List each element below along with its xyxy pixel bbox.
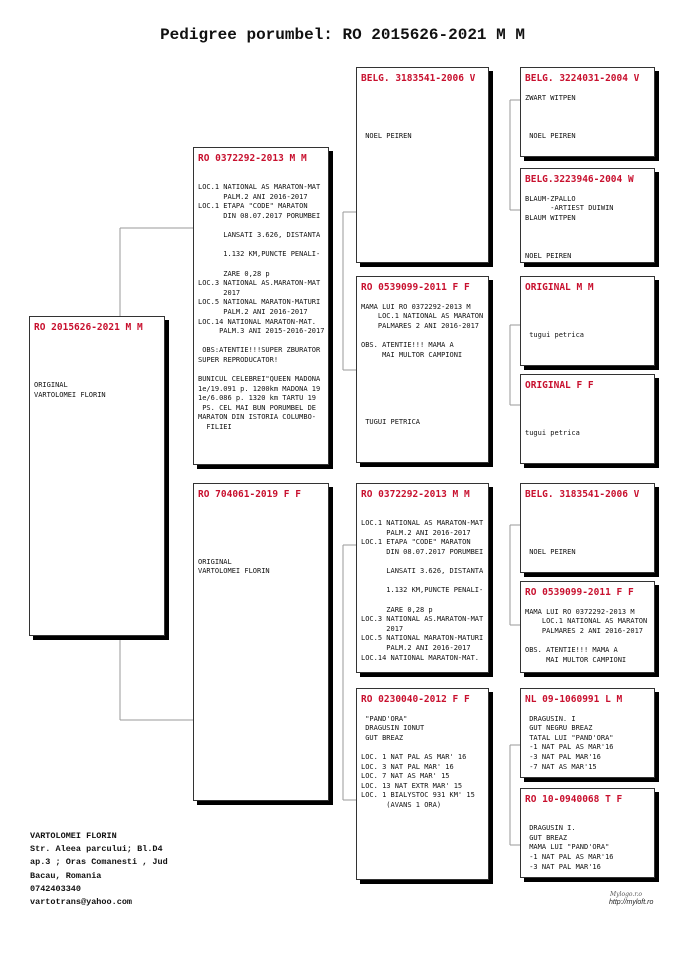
ggp-ring-5: BELG. 3183541-2006 V (525, 489, 640, 500)
owner-address-line-2: ap.3 ; Oras Comanesti , Jud (30, 857, 168, 868)
ggp-notes-2: BLAUM-ZPALLO -ARTIEST DUIWIN BLAUM WITPEN NOEL PEIREN (525, 194, 614, 261)
dam-sire-notes: LOC.1 NATIONAL AS MARATON-MAT PALM.2 ANI 2016-2017 LOC.1 ETAPA "CODE" MARATON DIN 08.07.2017 PORUMBEI LANSATI 3.626, DISTANTA 1.132 KM,PUNCTE PENALI- ZARE 0,28 p LOC.3 NATIONAL AS.MARATON-MAT 2017 LOC.5 NATIONAL MARATON-MATURI PALM.2 ANI 2016-2017 LOC.14 NATIONAL MARATON-MAT. (361, 519, 484, 662)
ggp-card-5[interactable] (520, 483, 655, 573)
page-title: Pedigree porumbel: RO 2015626-2021 M M (160, 26, 525, 44)
ggp-notes-1: ZWART WITPEN NOEL PEIREN (525, 93, 576, 140)
owner-address-line-3: Bacau, Romania (30, 870, 102, 881)
ggp-card-1[interactable] (520, 67, 655, 157)
dam-card[interactable] (193, 483, 329, 801)
sire-dam-ring: RO 0539099-2011 F F (361, 282, 470, 293)
subject-ring: RO 2015626-2021 M M (34, 322, 143, 333)
ggp-notes-5: NOEL PEIREN (529, 547, 576, 556)
dam-sire-ring: RO 0372292-2013 M M (361, 489, 470, 500)
ggp-card-3[interactable] (520, 276, 655, 366)
sire-sire-card[interactable] (356, 67, 489, 263)
dam-dam-card[interactable] (356, 688, 489, 880)
ggp-ring-7: NL 09-1060991 L M (525, 694, 623, 705)
subject-notes: ORIGINAL VARTOLOMEI FLORIN (34, 380, 106, 399)
sire-sire-notes: NOEL PEIREN (365, 131, 412, 140)
ggp-notes-3: tugui petrica (529, 331, 585, 340)
sire-sire-ring: BELG. 3183541-2006 V (361, 73, 476, 84)
dam-sire-card[interactable] (356, 483, 489, 673)
owner-email[interactable]: vartotrans@yahoo.com (30, 897, 133, 908)
ggp-ring-3: ORIGINAL M M (525, 282, 594, 293)
signature-logo: Mylogo.r.o (610, 891, 643, 898)
ggp-notes-6: MAMA LUI RO 0372292-2013 M LOC.1 NATIONAL AS MARATON PALMARES 2 ANI 2016-2017 OBS. ATENTIE!!! MAMA A MAI MULTOR CAMPIONI (525, 607, 648, 664)
ggp-ring-2: BELG.3223946-2004 W (525, 174, 634, 185)
sire-card[interactable] (193, 147, 329, 465)
ggp-card-6[interactable] (520, 581, 655, 673)
owner-contact (30, 830, 168, 909)
sire-dam-card[interactable] (356, 276, 489, 463)
ggp-card-2[interactable] (520, 168, 655, 263)
ggp-card-7[interactable] (520, 688, 655, 778)
dam-ring: RO 704061-2019 F F (198, 489, 301, 500)
ggp-card-8[interactable] (520, 788, 655, 878)
owner-phone: 0742403340 (30, 883, 82, 894)
sire-ring: RO 0372292-2013 M M (198, 153, 307, 164)
ggp-ring-6: RO 0539099-2011 F F (525, 587, 634, 598)
ggp-notes-7: DRAGUSIN. I GUT NEGRU BREAZ TATAL LUI "PAND'ORA" -1 NAT PAL AS MAR'16 -3 NAT PAL MAR'16 -7 NAT AS MAR'15 (529, 714, 614, 771)
dam-notes: ORIGINAL VARTOLOMEI FLORIN (198, 557, 270, 576)
subject-card[interactable] (29, 316, 165, 636)
ggp-ring-1: BELG. 3224031-2004 V (525, 73, 640, 84)
dam-dam-notes: "PAND'ORA" DRAGUSIN IONUT GUT BREAZ LOC. 1 NAT PAL AS MAR' 16 LOC. 3 NAT PAL MAR' 16 LOC. 7 NAT AS MAR' 15 LOC. 13 NAT EXTR MAR' 15 LOC. 1 BIALYSTOC 931 KM' 15 (AVANS 1 ORA) (361, 714, 475, 809)
dam-dam-ring: RO 0230040-2012 F F (361, 694, 470, 705)
ggp-ring-4: ORIGINAL F F (525, 380, 594, 391)
owner-address-line-1: Str. Aleea parcului; Bl.D4 (30, 844, 163, 855)
ggp-notes-4: tugui petrica (525, 429, 580, 438)
ggp-notes-8: DRAGUSIN I. GUT BREAZ MAMA LUI "PAND'ORA" -1 NAT PAL AS MAR'16 -3 NAT PAL MAR'16 (529, 824, 614, 871)
owner-name: VARTOLOMEI FLORIN (30, 831, 117, 841)
sire-notes: LOC.1 NATIONAL AS MARATON-MAT PALM.2 ANI 2016-2017 LOC.1 ETAPA "CODE" MARATON DIN 08.07.2017 PORUMBEI LANSATI 3.626, DISTANTA 1.132 KM,PUNCTE PENALI- ZARE 0,28 p LOC.3 NATIONAL AS.MARATON-MAT 2017 LOC.5 NATIONAL MARATON-MATURI PALM.2 ANI 2016-2017 LOC.14 NATIONAL MARATON-MAT. PALM.3 ANI 2015-2016-2017 OBS:ATENTIE!!!SUPER ZBURATOR SUPER REPRODUCATOR! BUNICUL CELEBREI"QUEEN MADONA 1e/19.091 p. 1200km MADONA 19 1e/6.086 p. 1320 km TARTU 19 PS. CEL MAI BUN PORUMBEL DE MARATON DIN ISTORIA COLUMBO- FILIEI (198, 183, 325, 432)
ggp-card-4[interactable] (520, 374, 655, 464)
ggp-ring-8: RO 10-0940068 T F (525, 794, 623, 805)
footer-link[interactable]: http://myloft.ro (609, 899, 654, 906)
sire-dam-notes: MAMA LUI RO 0372292-2013 M LOC.1 NATIONAL AS MARATON PALMARES 2 ANI 2016-2017 OBS. ATENTIE!!! MAMA A MAI MULTOR CAMPIONI TUGUI PETRICA (361, 302, 484, 426)
